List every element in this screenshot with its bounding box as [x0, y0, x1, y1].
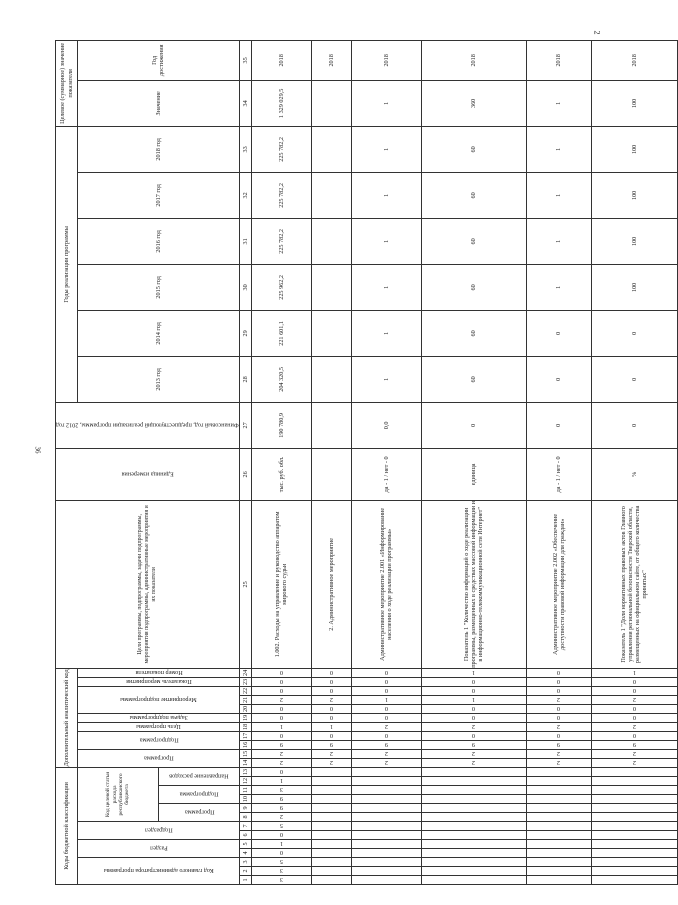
- row-year-value: 1: [526, 264, 591, 310]
- code-cell: 0: [251, 731, 311, 740]
- code-cell: [526, 876, 591, 885]
- code-cell: 1: [251, 777, 311, 786]
- code-cell: [591, 786, 677, 795]
- row-finance: 190 780,9: [251, 402, 311, 448]
- programmy-header: Программа: [78, 749, 240, 767]
- row-year-value: 1: [351, 310, 421, 356]
- code-cell: 0: [526, 686, 591, 695]
- column-number: 14: [239, 758, 251, 767]
- code-cell: [591, 867, 677, 876]
- podrazdel-header: Подраздел: [78, 822, 240, 840]
- nomer-header: Номер показателя: [78, 668, 240, 677]
- table-row: [251, 40, 311, 884]
- row-year-value: 1: [526, 126, 591, 172]
- kcsr-group-header: Код целевой статьи расхода республиканского бюджета: [78, 767, 159, 821]
- row-unit: единица: [421, 448, 526, 500]
- row-unit: [311, 448, 351, 500]
- row-year-value: 225 782,2: [251, 172, 311, 218]
- code-cell: [526, 867, 591, 876]
- table-row: [351, 40, 421, 884]
- podprogramma2-header: Подпрограмма: [78, 731, 240, 749]
- code-cell: [421, 876, 526, 885]
- code-cell: [421, 767, 526, 776]
- header-row-1: [56, 40, 78, 884]
- row-year-value: 60: [421, 264, 526, 310]
- row-year-value: 100: [591, 126, 677, 172]
- column-number: 9: [239, 804, 251, 813]
- row-finance: 0: [421, 402, 526, 448]
- column-number-row: [239, 40, 251, 884]
- code-cell: [421, 804, 526, 813]
- row-name: Административное мероприятие 2.001 «Информирование населения о ходе реализации программы»: [351, 500, 421, 668]
- row-total: 360: [421, 80, 526, 126]
- year-2017-header: 2017 год: [78, 172, 240, 218]
- code-cell: 2: [421, 758, 526, 767]
- zadacha-header: Задача подпрограммы: [78, 713, 240, 722]
- code-cell: [421, 840, 526, 849]
- code-cell: 0: [251, 713, 311, 722]
- code-cell: [421, 831, 526, 840]
- column-number: 32: [239, 172, 251, 218]
- row-name: Показатель 1 "Количество информаций о ходе реализации программы, размещенных в средствах массовой информации и в информационно-телекоммуникационной сети Интернет": [421, 500, 526, 668]
- code-cell: 0: [421, 713, 526, 722]
- code-cell: [311, 867, 351, 876]
- code-cell: [591, 840, 677, 849]
- column-number: 22: [239, 686, 251, 695]
- code-cell: [591, 767, 677, 776]
- rotated-table-wrapper: [55, 42, 649, 885]
- code-cell: [351, 867, 421, 876]
- meropr-header: Мероприятие подпрограммы: [78, 686, 240, 713]
- row-total: 1: [351, 80, 421, 126]
- row-year-value: 225 962,2: [251, 264, 311, 310]
- code-cell: 2: [351, 722, 421, 731]
- row-year: 2018: [311, 40, 351, 80]
- code-cell: [591, 795, 677, 804]
- code-cell: 1: [311, 722, 351, 731]
- code-cell: [311, 840, 351, 849]
- code-cell: [351, 876, 421, 885]
- code-cell: [526, 831, 591, 840]
- code-cell: [591, 777, 677, 786]
- column-number: 16: [239, 740, 251, 749]
- row-year-value: 60: [421, 172, 526, 218]
- row-unit: %: [591, 448, 677, 500]
- row-year-value: 1: [351, 356, 421, 402]
- code-cell: 0: [591, 704, 677, 713]
- dop-group-header: Дополнительный аналитический код: [56, 668, 78, 767]
- years-group-header: Годы реализации программы: [56, 126, 78, 402]
- code-cell: [351, 849, 421, 858]
- code-cell: 0: [311, 713, 351, 722]
- page-number: 36: [33, 446, 42, 454]
- code-cell: [591, 804, 677, 813]
- code-cell: 9: [591, 740, 677, 749]
- code-cell: 9: [421, 740, 526, 749]
- code-cell: 2: [526, 695, 591, 704]
- code-cell: 2: [591, 722, 677, 731]
- code-cell: 2: [311, 758, 351, 767]
- code-cell: 0: [526, 704, 591, 713]
- code-cell: 2: [311, 749, 351, 758]
- code-cell: 3: [251, 867, 311, 876]
- code-cell: [351, 767, 421, 776]
- code-cell: 2: [351, 749, 421, 758]
- column-number: 5: [239, 840, 251, 849]
- row-year-value: 60: [421, 310, 526, 356]
- row-year-value: 0: [591, 310, 677, 356]
- code-cell: 0: [351, 713, 421, 722]
- code-cell: [421, 822, 526, 831]
- znachenie-header: Значение: [78, 80, 240, 126]
- column-number: 31: [239, 218, 251, 264]
- row-year-value: 100: [591, 172, 677, 218]
- code-cell: 2: [311, 695, 351, 704]
- code-cell: [526, 767, 591, 776]
- code-cell: 3: [251, 786, 311, 795]
- corner-mark: 2: [592, 30, 602, 35]
- code-cell: [526, 849, 591, 858]
- code-cell: 2: [526, 722, 591, 731]
- code-cell: 0: [311, 686, 351, 695]
- code-cell: 1: [251, 722, 311, 731]
- year-2018-header: 2018 год: [78, 126, 240, 172]
- code-cell: [351, 840, 421, 849]
- row-finance: 0: [526, 402, 591, 448]
- code-cell: [526, 804, 591, 813]
- code-cell: 2: [251, 758, 311, 767]
- code-cell: 0: [251, 668, 311, 677]
- code-cell: 9: [251, 804, 311, 813]
- code-cell: 0: [591, 686, 677, 695]
- year-2016-header: 2016 год: [78, 218, 240, 264]
- final-group-header: Целевое (суммарное) значение показателя: [56, 40, 78, 126]
- napravlenie-header: Направление расходов: [159, 767, 240, 785]
- column-number: 26: [239, 448, 251, 500]
- column-number: 27: [239, 402, 251, 448]
- code-cell: 0: [421, 704, 526, 713]
- column-number: 24: [239, 668, 251, 677]
- code-cell: 0: [311, 668, 351, 677]
- row-year-value: [311, 126, 351, 172]
- program-table: [55, 40, 678, 885]
- code-cell: 0: [311, 704, 351, 713]
- code-cell: 0: [351, 677, 421, 686]
- code-cell: 0: [591, 731, 677, 740]
- finance-header: Финансовый год, предшествующий реализации программы, 2012 год: [56, 402, 240, 448]
- code-cell: 0: [311, 731, 351, 740]
- code-cell: [591, 813, 677, 822]
- code-cell: 0: [351, 704, 421, 713]
- code-cell: 0: [251, 704, 311, 713]
- table-row: [591, 40, 677, 884]
- code-cell: 2: [591, 758, 677, 767]
- row-finance: 0: [591, 402, 677, 448]
- row-year: 2018: [251, 40, 311, 80]
- row-year-value: 1: [351, 126, 421, 172]
- code-cell: [526, 777, 591, 786]
- code-cell: 2: [351, 758, 421, 767]
- code-cell: 2: [591, 695, 677, 704]
- code-cell: [351, 786, 421, 795]
- code-cell: 5: [251, 822, 311, 831]
- year-2013-header: 2013 год: [78, 356, 240, 402]
- column-number: 30: [239, 264, 251, 310]
- row-finance: 0,0: [351, 402, 421, 448]
- column-number: 4: [239, 849, 251, 858]
- code-cell: [351, 831, 421, 840]
- row-year-value: 204 320,5: [251, 356, 311, 402]
- code-cell: 0: [526, 713, 591, 722]
- code-cell: [526, 840, 591, 849]
- code-cell: [421, 795, 526, 804]
- code-cell: 2: [251, 813, 311, 822]
- code-cell: [351, 822, 421, 831]
- code-cell: 0: [526, 668, 591, 677]
- row-name: Административное мероприятие 2.002 «Обеспечение доступности правовой информации для граждан»: [526, 500, 591, 668]
- column-number: 15: [239, 749, 251, 758]
- code-cell: 9: [311, 740, 351, 749]
- code-cell: [591, 876, 677, 885]
- code-cell: 1: [421, 695, 526, 704]
- row-year-value: [311, 264, 351, 310]
- row-year-value: 0: [526, 310, 591, 356]
- code-cell: [421, 849, 526, 858]
- row-year-value: 60: [421, 356, 526, 402]
- code-cell: [351, 795, 421, 804]
- code-cell: [421, 867, 526, 876]
- code-cell: 9: [251, 795, 311, 804]
- cel-header: Цель программы: [78, 722, 240, 731]
- code-cell: [311, 786, 351, 795]
- code-cell: 1: [351, 695, 421, 704]
- code-cell: [311, 831, 351, 840]
- row-year-value: 1: [351, 172, 421, 218]
- row-year-value: 60: [421, 218, 526, 264]
- code-cell: 0: [351, 686, 421, 695]
- code-cell: 0: [526, 677, 591, 686]
- code-cell: 0: [251, 686, 311, 695]
- programma-header: Программа: [159, 804, 240, 822]
- row-year-value: [311, 356, 351, 402]
- code-cell: [351, 804, 421, 813]
- code-cell: 2: [526, 749, 591, 758]
- column-number: 20: [239, 704, 251, 713]
- code-cell: [311, 804, 351, 813]
- code-cell: 0: [591, 713, 677, 722]
- code-cell: 2: [251, 695, 311, 704]
- code-cell: 1: [591, 668, 677, 677]
- row-year-value: [311, 218, 351, 264]
- column-number: 29: [239, 310, 251, 356]
- year-2015-header: 2015 год: [78, 264, 240, 310]
- razdel-header: Раздел: [78, 840, 240, 858]
- row-year-value: 1: [526, 172, 591, 218]
- code-cell: [351, 777, 421, 786]
- column-number: 10: [239, 795, 251, 804]
- code-cell: 0: [591, 677, 677, 686]
- code-cell: [526, 795, 591, 804]
- table-row: [526, 40, 591, 884]
- pokazatel-header: Показатель мероприятия: [78, 677, 240, 686]
- code-cell: [591, 858, 677, 867]
- column-number: 23: [239, 677, 251, 686]
- code-group-header: Коды бюджетной классификации: [56, 767, 78, 884]
- column-number: 21: [239, 695, 251, 704]
- code-cell: 1: [251, 840, 311, 849]
- code-cell: [311, 795, 351, 804]
- code-cell: [311, 777, 351, 786]
- podprogramma-header: Подпрограмма: [159, 786, 240, 804]
- code-cell: [421, 777, 526, 786]
- column-number: 8: [239, 813, 251, 822]
- code-cell: 5: [251, 858, 311, 867]
- code-cell: [311, 849, 351, 858]
- table-row: [311, 40, 351, 884]
- row-year-value: 221 601,1: [251, 310, 311, 356]
- admin-header: Код главного администратора программы: [78, 858, 240, 885]
- code-cell: 3: [251, 876, 311, 885]
- code-cell: [526, 858, 591, 867]
- column-number: 19: [239, 713, 251, 722]
- code-cell: 0: [351, 731, 421, 740]
- code-cell: 0: [421, 686, 526, 695]
- row-year-value: 225 782,2: [251, 126, 311, 172]
- row-total: [311, 80, 351, 126]
- row-year: 2018: [526, 40, 591, 80]
- row-finance: [311, 402, 351, 448]
- code-cell: [421, 813, 526, 822]
- code-cell: 2: [591, 749, 677, 758]
- code-cell: 0: [421, 677, 526, 686]
- code-cell: 2: [526, 758, 591, 767]
- column-number: 6: [239, 831, 251, 840]
- code-cell: [351, 858, 421, 867]
- code-cell: 9: [251, 740, 311, 749]
- code-cell: [526, 813, 591, 822]
- code-cell: 0: [251, 849, 311, 858]
- code-cell: [311, 822, 351, 831]
- code-cell: [351, 813, 421, 822]
- row-year-value: [311, 310, 351, 356]
- row-year-value: 1: [526, 218, 591, 264]
- column-number: 7: [239, 822, 251, 831]
- row-year-value: 1: [351, 264, 421, 310]
- row-unit: да - 1 / нет - 0: [351, 448, 421, 500]
- code-cell: [526, 822, 591, 831]
- code-cell: 2: [421, 722, 526, 731]
- row-year-value: 0: [591, 356, 677, 402]
- code-cell: [591, 831, 677, 840]
- code-cell: 0: [526, 731, 591, 740]
- row-total: 1 329 029,5: [251, 80, 311, 126]
- code-cell: 0: [421, 731, 526, 740]
- row-year-value: 0: [526, 356, 591, 402]
- row-year-value: 100: [591, 264, 677, 310]
- code-cell: 9: [351, 740, 421, 749]
- code-cell: [311, 813, 351, 822]
- column-number: 33: [239, 126, 251, 172]
- code-cell: 1: [421, 668, 526, 677]
- column-number: 25: [239, 500, 251, 668]
- row-year-value: 225 782,2: [251, 218, 311, 264]
- row-unit: тыс. руб. обл.: [251, 448, 311, 500]
- row-year: 2018: [351, 40, 421, 80]
- row-year-value: [311, 172, 351, 218]
- row-name: 2. Административное мероприятие: [311, 500, 351, 668]
- row-name: 1.002. Расходы на управление и руководство аппаратом мирового судьи: [251, 500, 311, 668]
- row-year: 2018: [421, 40, 526, 80]
- code-cell: [421, 858, 526, 867]
- column-number: 17: [239, 731, 251, 740]
- row-unit: да - 1 / нет - 0: [526, 448, 591, 500]
- row-total: 1: [526, 80, 591, 126]
- code-cell: 0: [351, 668, 421, 677]
- row-year-value: 1: [351, 218, 421, 264]
- table-row: [421, 40, 526, 884]
- code-cell: [311, 767, 351, 776]
- year-2014-header: 2014 год: [78, 310, 240, 356]
- code-cell: 2: [421, 749, 526, 758]
- code-cell: [526, 786, 591, 795]
- code-cell: 2: [251, 749, 311, 758]
- column-number: 2: [239, 867, 251, 876]
- row-name: Показатель 1 "Доля нормативных правовых актов Главного управления региональной безопасности Тверской области, размещенных на официальном сайте, от общего количества принятых": [591, 500, 677, 668]
- code-cell: [421, 786, 526, 795]
- code-cell: 0: [251, 677, 311, 686]
- code-cell: 0: [251, 767, 311, 776]
- name-header: Цели программы, подпрограммы, задачи подпрограммы, мероприятия подпрограммы, административные мероприятия и их показатели: [56, 500, 240, 668]
- column-number: 18: [239, 722, 251, 731]
- row-year-value: 60: [421, 126, 526, 172]
- column-number: 13: [239, 767, 251, 776]
- row-year: 2018: [591, 40, 677, 80]
- code-cell: 0: [251, 831, 311, 840]
- code-cell: [311, 858, 351, 867]
- column-number: 35: [239, 40, 251, 80]
- row-total: 100: [591, 80, 677, 126]
- column-number: 11: [239, 786, 251, 795]
- row-year-value: 100: [591, 218, 677, 264]
- column-number: 1: [239, 876, 251, 885]
- code-cell: [311, 876, 351, 885]
- god-header: Год достижения: [78, 40, 240, 80]
- column-number: 12: [239, 777, 251, 786]
- code-cell: [591, 822, 677, 831]
- column-number: 28: [239, 356, 251, 402]
- column-number: 3: [239, 858, 251, 867]
- code-cell: 9: [526, 740, 591, 749]
- unit-header: Единица измерения: [56, 448, 240, 500]
- column-number: 34: [239, 80, 251, 126]
- code-cell: 0: [311, 677, 351, 686]
- code-cell: [591, 849, 677, 858]
